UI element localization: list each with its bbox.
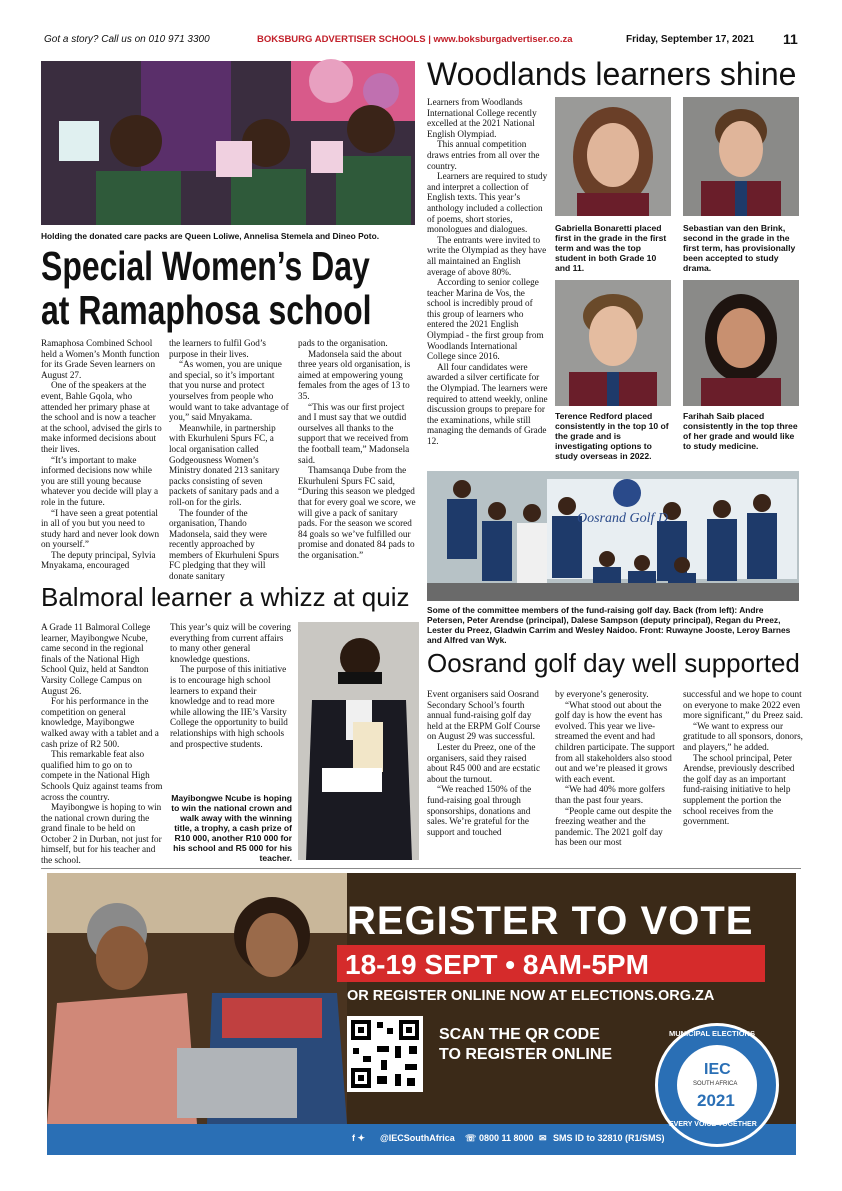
womens-day-photo-caption: Holding the donated care packs are Queen Loliwe, Annelisa Stemela and Dineo Poto. [41, 231, 380, 241]
paragraph: According to senior college teacher Marina de Vos, the school is incredibly proud of this group of learners who entered the 2021 English Olympiad - the first group from Woodlands International College since 2016. [427, 277, 544, 362]
balmoral-col1 [41, 622, 163, 864]
womens-day-photo [41, 61, 415, 225]
paragraph: “It’s important to make informed decisions now while you are still young because whatever you decide will play a role in the future. [41, 454, 159, 507]
advert-dates: 18-19 SEPT • 8AM-5PM [345, 949, 649, 980]
oosrand-headline: Oosrand golf day well supported [427, 648, 800, 678]
oosrand-col3 [683, 689, 804, 869]
gabriella-photo [555, 97, 671, 216]
paragraph: Learners are required to study and interpret a collection of English texts. This year’s anthology included a collection of poems, short stories, monologues and dialogues. [427, 171, 548, 235]
womens-day-headline-line1: Special Women’s Day [41, 243, 370, 289]
golf-committee-photo-art [427, 471, 799, 601]
paragraph: This year’s quiz will be covering everything from current affairs to many other general knowledge questions. [170, 622, 292, 664]
iec-logo-text: IEC [704, 1061, 731, 1078]
paragraph: All four candidates were awarded a silver certificate for the Olympiad. The learners were required to attend weekly, online discussion groups to prepare for the examinations, while still managing the demands of Grade 12. [427, 361, 548, 446]
paragraph: Learners from Woodlands International College recently excelled at the 2021 National English Olympiad. [427, 97, 537, 139]
oosrand-col1 [427, 689, 548, 869]
iec-badge-top: MUNICIPAL ELECTIONS [669, 1029, 755, 1038]
terence-photo [555, 280, 671, 406]
register-to-vote-advert[interactable] [47, 873, 796, 1155]
farihah-photo [683, 280, 799, 406]
womens-day-col2 [169, 338, 290, 580]
paragraph: Meanwhile, in partnership with Ekurhuleni Spurs FC, a local organisation called Godgeousness Women’s Ministry donated 213 sanitary packs consisting of seven packets of sanitary pads and a roll-on for the girls. [169, 422, 280, 507]
farihah-caption: Farihah Saib placed consistently in the top three of her grade and would like to study medicine. [683, 411, 798, 451]
advert-social[interactable]: @IECSouthAfrica [380, 1133, 455, 1143]
advert-sms: SMS ID to 32810 (R1/SMS) [553, 1133, 665, 1143]
paragraph: Lester du Preez, one of the organisers, said they raised about R45 000 and are ecstatic about the turnout. [427, 741, 541, 784]
advert-scan-text [439, 1025, 679, 1065]
iec-year: 2021 [697, 1091, 735, 1110]
paragraph: “I have seen a great potential in all of you but you need to study hard and never look down on yourself.” [41, 507, 160, 550]
advert-photo-art [47, 873, 347, 1124]
paragraph: “We had 40% more golfers than the past four years. [555, 784, 665, 805]
paragraph: The founder of the organisation, Thando Madonsela, said they were recently approached by members of Ekurhuleni Spurs FC pledging that they will donate sanitary [169, 507, 279, 582]
oosrand-col2 [555, 689, 676, 869]
woodlands-body [427, 97, 548, 465]
paragraph: This remarkable feat also qualified him to go on to compete in the National High Schools Quiz against teams from across the country. [41, 749, 163, 802]
advert-title: REGISTER TO VOTE [347, 899, 754, 943]
paragraph: “People came out despite the freezing weather and the pandemic. The 2021 golf day has been our most [555, 805, 672, 848]
paragraph: For his performance in the competition on general knowledge, Mayibongwe walked away with a tablet and a cash prize of R2 500. [41, 696, 159, 749]
balmoral-photo-caption: Mayibongwe Ncube is hoping to win the national crown and walk away with the winning title, a trophy, a cash prize of R10 000, another R10 000 for his school and R5 000 for his teacher. [171, 793, 292, 863]
paragraph: successful and we hope to count on everyone to make 2022 even more significant,” du Preez said. [683, 689, 803, 721]
paragraph: Thamsanqa Dube from the Ekurhuleni Spurs FC said, “During this season we pledged that for every goal we score, we will give a pack of sanitary pads. For the season we scored 84 goals so we’ve fulfilled our promise and donated 84 pads to the organisation.” [298, 465, 416, 560]
woodlands-headline: Woodlands learners shine [427, 56, 797, 92]
qr-code-icon[interactable] [347, 1016, 423, 1092]
paragraph: A Grade 11 Balmoral College learner, Mayibongwe Ncube, came second in the regional finals of the National High School Quiz, held at Sandton Varsity College Campus on August 26. [41, 622, 151, 696]
advert-scan-line2: TO REGISTER ONLINE [439, 1046, 613, 1063]
advert-divider [41, 868, 801, 869]
golf-committee-photo [427, 471, 799, 601]
qr-code-art [347, 1016, 423, 1092]
paragraph: pads to the organisation. [298, 338, 388, 348]
gabriella-photo-art [555, 97, 671, 216]
golf-banner-text: Oosrand Golf D [577, 511, 669, 526]
paragraph: The deputy principal, Sylvia Mnyakama, encouraged [41, 549, 156, 571]
paragraph: The entrants were invited to write the Olympiad as they have all maintained an English average of above 80%. [427, 234, 547, 277]
terence-caption: Terence Redford placed consistently in the top 10 of the grade and is investigating options to study overseas in 2022. [555, 411, 669, 461]
paragraph: the learners to fulfil God’s purpose in their lives. [169, 338, 266, 359]
sebastian-photo [683, 97, 799, 216]
iec-country: SOUTH AFRICA [693, 1081, 738, 1087]
balmoral-headline: Balmoral learner a whizz at quiz [41, 582, 410, 612]
paragraph: Event organisers said Oosrand Secondary School’s fourth annual fund-raising golf day held at the ERPM Golf Course on August 29 was successful. [427, 689, 541, 742]
iec-badge-bottom: EVERY VOICE TOGETHER [669, 1121, 757, 1128]
paragraph: One of the speakers at the event, Bahle Gqola, who attended her primary phase at the school and is now a teacher at the school, advised the girls to make informed decisions about their lives. [41, 380, 162, 454]
header-masthead[interactable]: BOKSBURG ADVERTISER SCHOOLS | www.boksburgadvertiser.co.za [257, 34, 573, 45]
phone-icon: ☏ [465, 1133, 477, 1143]
terence-photo-art [555, 280, 671, 406]
womens-day-headline-line2: at Ramaphosa school [41, 287, 372, 333]
sebastian-caption: Sebastian van den Brink, second in the grade in the first term, has provisionally been accepted to study drama. [683, 223, 796, 273]
balmoral-col2 [170, 622, 292, 749]
paragraph: Ramaphosa Combined School held a Women’s Month function for its Grade Seven learners on August 27. [41, 338, 160, 380]
paragraph: The purpose of this initiative is to encourage high school learners to expand their knowledge and to read more while allowing the IIE’s Varsity College the opportunity to build relationships with high schools and prospective students. [170, 664, 288, 749]
sebastian-photo-art [683, 97, 799, 216]
facebook-twitter-icon: f ✦ [352, 1133, 366, 1143]
paragraph: “We want to express our gratitude to all sponsors, donors, and players,” he added. [683, 720, 803, 752]
header-date: Friday, September 17, 2021 [626, 34, 755, 45]
golf-committee-caption: Some of the committee members of the fund-raising golf day. Back (from left): Andre Petersen, Peter Arendse (principal), Dalese Sampson (deputy principal), Regan du Preez, Lester du Preez, Gladwin Carrim and Wesley Naidoo. Front: Ruwayne Jooste, Leroy Barnes and Alfred van Wyk. [427, 605, 791, 645]
paragraph: “What stood out about the golf day is how the event has evolved. This year we live-streamed the event and had children participate. The support from all stakeholders also stood out and we’re pleased it grows with each event. [555, 699, 675, 784]
balmoral-photo [298, 622, 419, 860]
advert-scan-line1: SCAN THE QR CODE [439, 1026, 600, 1043]
paragraph: “As women, you are unique and special, so it’s important that you nurse and protect yourselves from people who would want to take advantage of you,” said Mnyakama. [169, 359, 289, 423]
page-number: 11 [783, 31, 798, 47]
paragraph: The school principal, Peter Arendse, previously described the golf day as an important fund-raising initiative to help supplement the portion the school receives from the government. [683, 752, 795, 827]
paragraph: “This was our first project and I must say that we outdid ourselves all thanks to the support that we received from the football team,” Madonsela said. [298, 401, 410, 465]
advert-phone[interactable]: 0800 11 8000 [479, 1133, 534, 1143]
sms-icon: ✉ [539, 1133, 547, 1143]
paragraph: This annual competition draws entries from all over the country. [427, 139, 540, 171]
advert-online-link[interactable]: OR REGISTER ONLINE NOW AT ELECTIONS.ORG.ZA [347, 988, 715, 1004]
womens-day-col1 [41, 338, 162, 580]
paragraph: Mayibongwe is hoping to win the national crown during the grand finale to be held on October 2 in Durban, not just for himself, but for his teacher and the school. [41, 802, 162, 866]
paragraph: by everyone’s generosity. [555, 689, 649, 699]
womens-day-col3 [298, 338, 419, 580]
farihah-photo-art [683, 280, 799, 406]
paragraph: Madonsela said the about three years old organisation, is aimed at empowering young females from the ages of 13 to 35. [298, 348, 411, 401]
advert-dates-band [337, 945, 765, 982]
gabriella-caption: Gabriella Bonaretti placed first in the grade in the first term and was the top student in both Grade 10 and 11. [555, 223, 667, 273]
balmoral-photo-art [298, 622, 419, 860]
womens-day-photo-art [41, 61, 415, 225]
paragraph: “We reached 150% of the fund-raising goal through sponsorships, donations and sales. We’re grateful for the support and touched [427, 784, 532, 837]
header-tagline: Got a story? Call us on 010 971 3300 [44, 34, 210, 45]
